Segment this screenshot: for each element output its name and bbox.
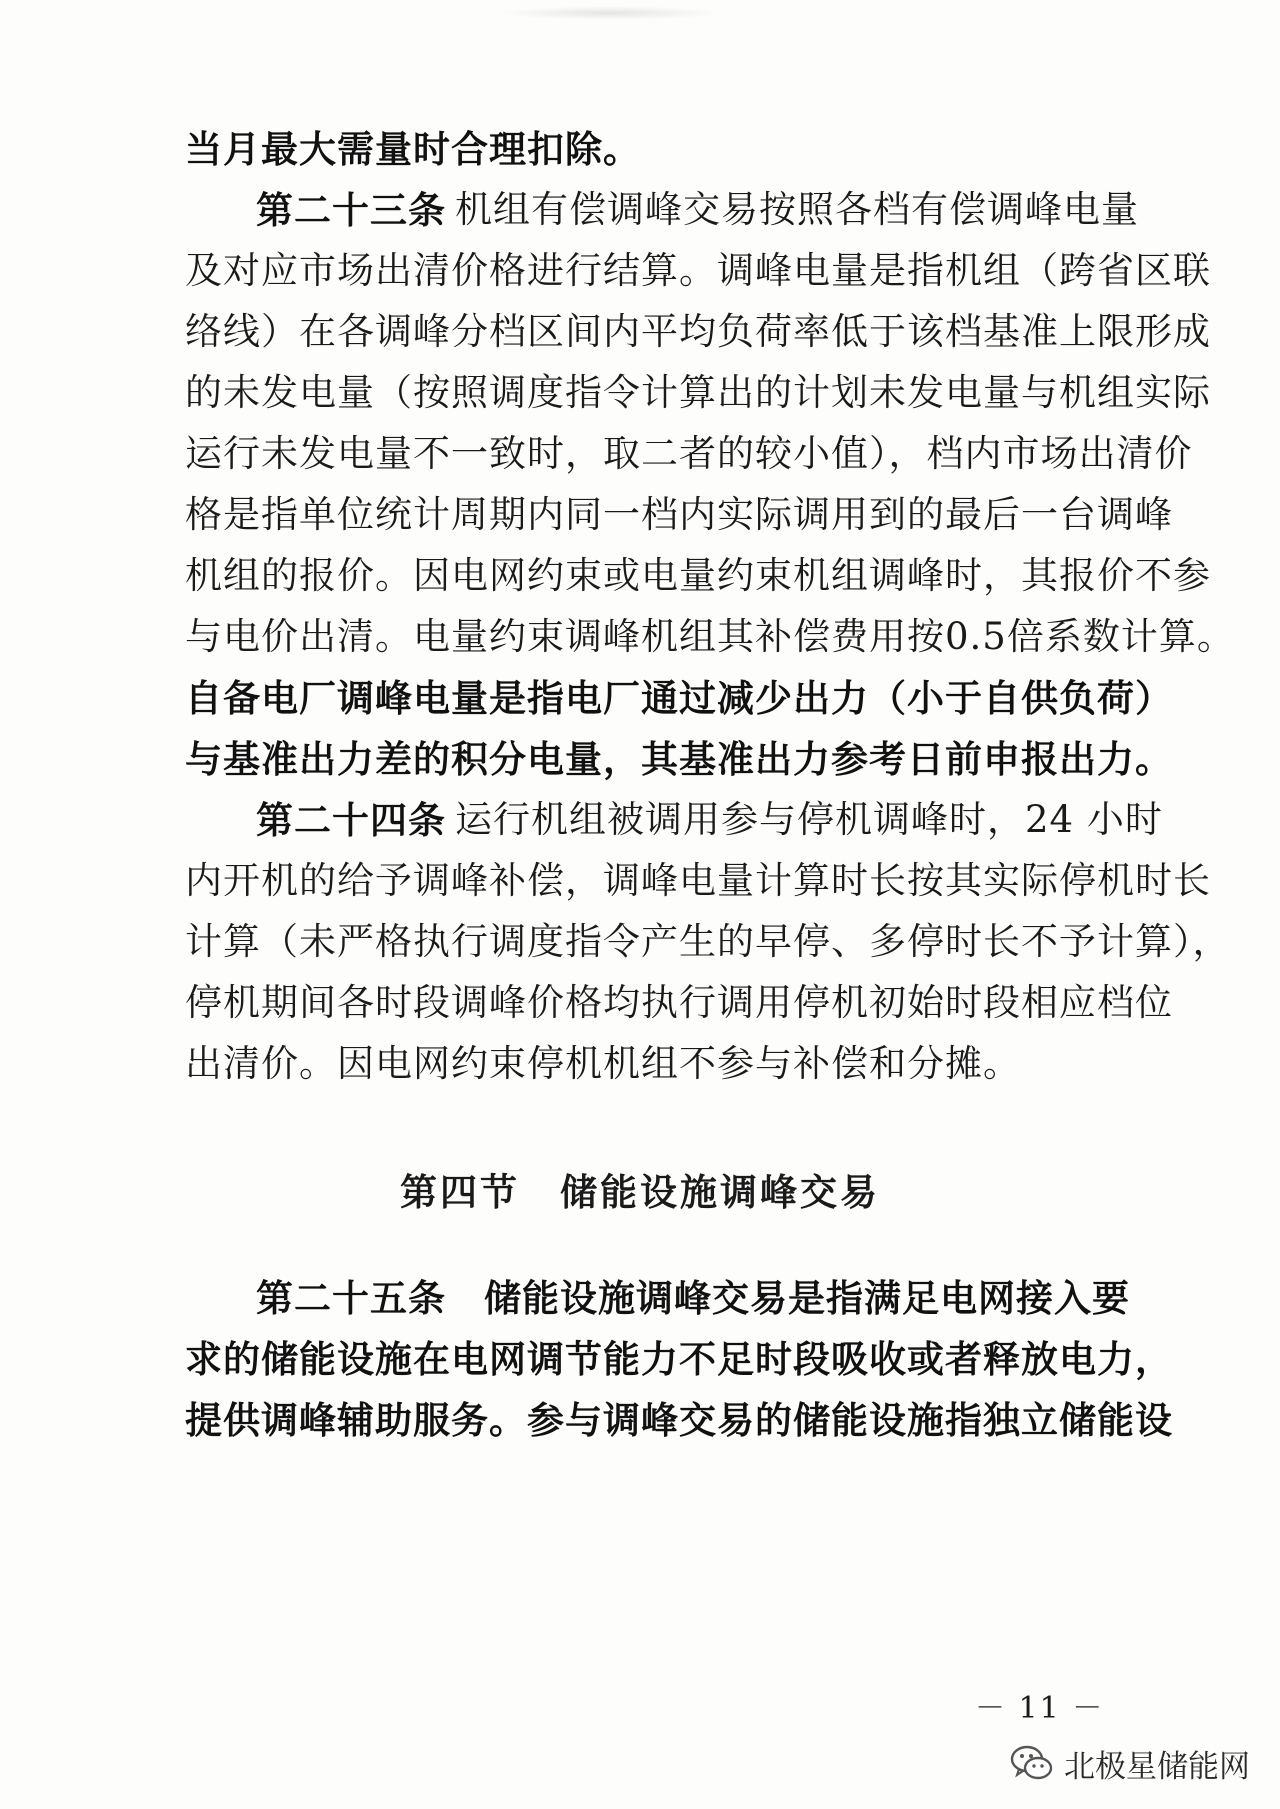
text-line-1: 当月最大需量时合理扣除。 (185, 127, 641, 171)
text-line-18: 提供调峰辅助服务。参与调峰交易的储能设施指独立储能设 (185, 1398, 1173, 1442)
text-line-13: 内开机的给予调峰补偿，调峰电量计算时长按其实际停机时长 (185, 859, 1211, 902)
watermark-text: 北极星储能网 (1064, 1748, 1250, 1785)
text-line-15: 停机期间各时段调峰价格均执行调用停机初始时段相应档位 (185, 981, 1173, 1024)
text-line-7: 格是指单位统计周期内同一档内实际调用到的最后一台调峰 (185, 493, 1173, 536)
text-line-9: 与电价出清。电量约束调峰机组其补偿费用按0.5倍系数计算。 (185, 615, 1235, 658)
text-line-8: 机组的报价。因电网约束或电量约束机组调峰时，其报价不参 (185, 554, 1211, 597)
article-24-heading: 第二十四条 (256, 798, 446, 842)
text-line-10: 自备电厂调峰电量是指电厂通过减少出力（小于自供负荷） (185, 676, 1173, 720)
article-25-line: 第二十五条 储能设施调峰交易是指满足电网接入要 (256, 1276, 1130, 1320)
section-heading: 第四节 储能设施调峰交易 (400, 1170, 880, 1214)
text-line-17: 求的储能设施在电网调节能力不足时段吸收或者释放电力， (185, 1337, 1173, 1381)
text-line-3: 及对应市场出清价格进行结算。调峰电量是指机组（跨省区联 (185, 249, 1211, 292)
scan-artifact (500, 6, 720, 20)
watermark (1010, 1741, 1250, 1785)
wechat-icon (1010, 1743, 1054, 1783)
text-line-14: 计算（未严格执行调度指令产生的早停、多停时长不予计算）， (185, 920, 1231, 963)
text-line-4: 络线）在各调峰分档区间内平均负荷率低于该档基准上限形成 (185, 310, 1211, 353)
text-line-16: 出清价。因电网约束停机机组不参与补偿和分摊。 (185, 1042, 1021, 1085)
article-23-heading: 第二十三条 (256, 188, 446, 232)
text-line-12: 运行机组被调用参与停机调峰时，24 小时 (455, 798, 1163, 841)
text-line-11: 与基准出力差的积分电量，其基准出力参考日前申报出力。 (185, 737, 1173, 781)
text-line-6: 运行未发电量不一致时，取二者的较小值），档内市场出清价 (185, 432, 1193, 475)
page-number: － 11 － (975, 1691, 1105, 1726)
text-line-2: 机组有偿调峰交易按照各档有偿调峰电量 (455, 188, 1139, 231)
text-line-5: 的未发电量（按照调度指令计算出的计划未发电量与机组实际 (185, 371, 1211, 414)
